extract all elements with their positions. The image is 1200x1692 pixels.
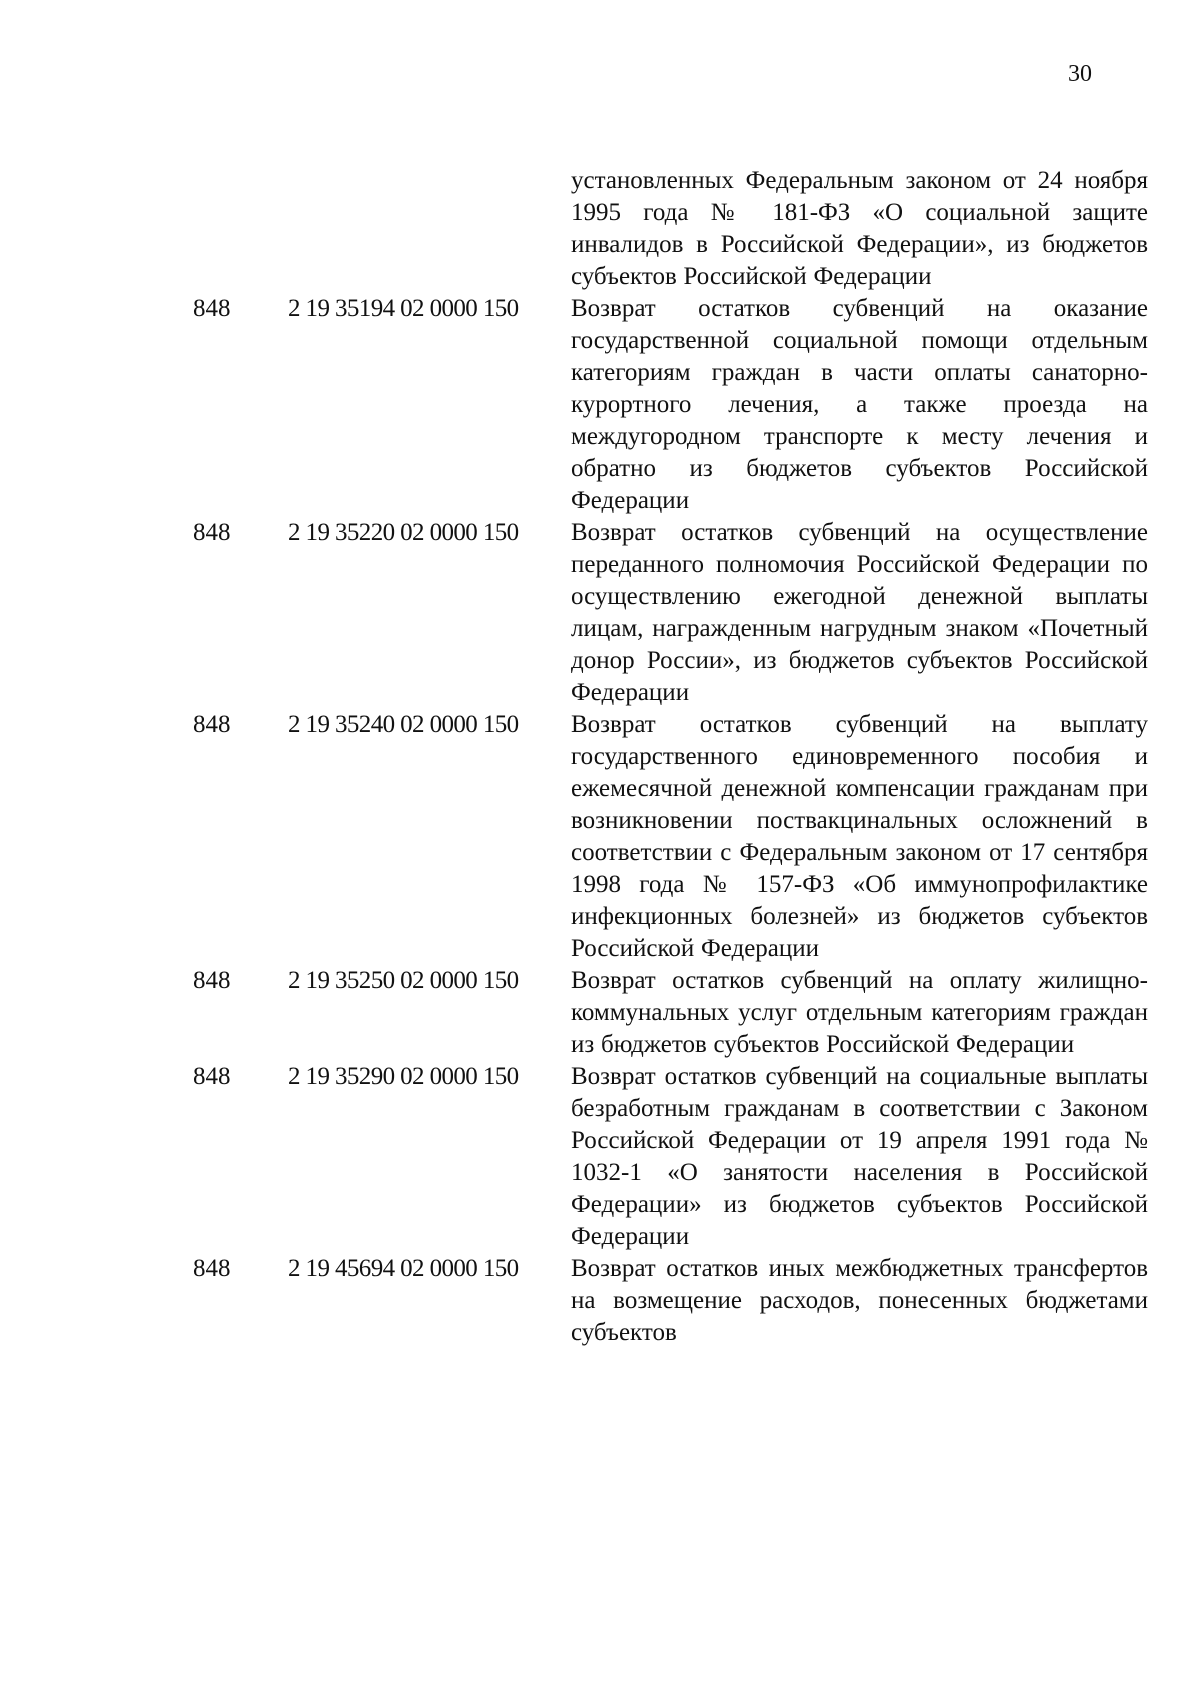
budget-code-cell: 2 19 35194 02 0000 150 — [288, 295, 519, 322]
admin-code-cell: 848 — [193, 295, 231, 322]
budget-code-cell: 2 19 35250 02 0000 150 — [288, 967, 519, 994]
admin-code-cell: 848 — [193, 711, 231, 738]
admin-code-cell: 848 — [193, 967, 231, 994]
table-row — [193, 517, 1158, 709]
table-row — [193, 165, 1158, 293]
description-cell: Возврат остатков субвенций на выплату государственного единовременного пособия и ежемесячной денежной компенсации гражданам при возникновении поствакцинальных осложнений в соответствии с Федеральным законом от 17 сентября 1998 года № 157-ФЗ «Об иммунопрофилактике инфекционных болезней» из бюджетов субъектов Российской Федерации — [571, 711, 1148, 962]
budget-code-cell: 2 19 35290 02 0000 150 — [288, 1063, 519, 1090]
description-cell: Возврат остатков субвенций на осуществление переданного полномочия Российской Федерации по осуществлению ежегодной денежной выплаты лицам, награжденным нагрудным знаком «Почетный донор России», из бюджетов субъектов Российской Федерации — [571, 519, 1148, 706]
table-row — [193, 1061, 1158, 1253]
budget-code-cell: 2 19 35240 02 0000 150 — [288, 711, 519, 738]
description-cell: Возврат остатков субвенций на оказание государственной социальной помощи отдельным категориям граждан в части оплаты санаторно-курортного лечения, а также проезда на междугородном транспорте к месту лечения и обратно из бюджетов субъектов Российской Федерации — [571, 295, 1148, 514]
description-cell: установленных Федеральным законом от 24 ноября 1995 года № 181-ФЗ «О социальной защите инвалидов в Российской Федерации», из бюджетов субъектов Российской Федерации — [571, 167, 1148, 290]
budget-code-cell: 2 19 45694 02 0000 150 — [288, 1255, 519, 1282]
page-number: 30 — [1068, 61, 1092, 87]
description-cell: Возврат остатков субвенций на социальные выплаты безработным гражданам в соответствии с Законом Российской Федерации от 19 апреля 1991 года № 1032-1 «О занятости населения в Российской Федерации» из бюджетов субъектов Российской Федерации — [571, 1063, 1148, 1250]
admin-code-cell: 848 — [193, 1063, 231, 1090]
admin-code-cell: 848 — [193, 1255, 231, 1282]
table-row — [193, 709, 1158, 965]
description-cell: Возврат остатков субвенций на оплату жилищно-коммунальных услуг отдельным категориям граждан из бюджетов субъектов Российской Федерации — [571, 967, 1148, 1058]
description-cell: Возврат остатков иных межбюджетных трансфертов на возмещение расходов, понесенных бюджетами субъектов — [571, 1255, 1148, 1346]
budget-code-cell: 2 19 35220 02 0000 150 — [288, 519, 519, 546]
table-row — [193, 1253, 1158, 1349]
table-row — [193, 293, 1158, 517]
budget-codes-table — [193, 165, 1158, 1349]
admin-code-cell: 848 — [193, 519, 231, 546]
table-row — [193, 965, 1158, 1061]
